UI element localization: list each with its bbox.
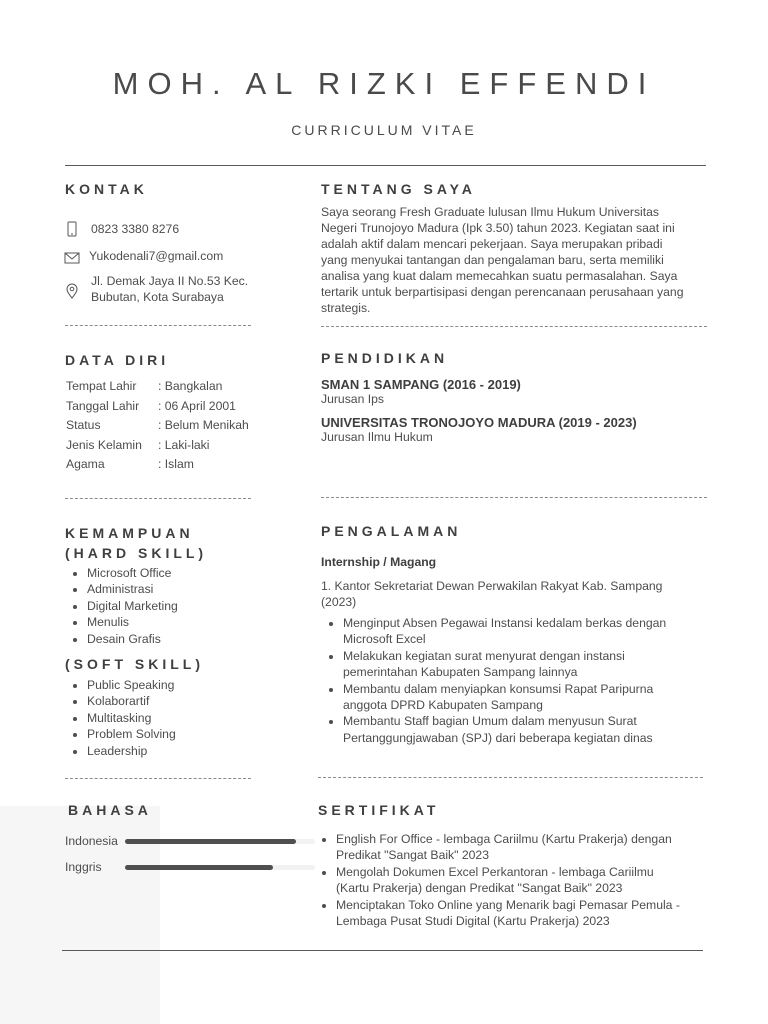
- list-item: • Desain Grafis: [87, 631, 178, 647]
- hard-skill-list: [65, 565, 178, 647]
- pengalaman-entry: [321, 578, 711, 610]
- data-diri-label: Tanggal Lahir: [66, 398, 140, 413]
- data-diri-table: [66, 377, 249, 475]
- data-diri-row: [66, 377, 249, 397]
- data-diri-label: Status: [66, 418, 101, 433]
- school-name: SMAN 1 SAMPANG (2016 - 2019): [321, 377, 521, 392]
- list-item: • Problem Solving: [87, 726, 176, 742]
- address-line-2: Bubutan, Kota Surabaya: [91, 290, 224, 304]
- list-item: [343, 615, 718, 648]
- data-diri-row: [66, 436, 249, 456]
- bullet-line: Menciptakan Toko Online yang Menarik bagi Pemasar Pemula -: [336, 897, 680, 912]
- list-item: [336, 831, 731, 864]
- tentang-paragraph: [321, 204, 711, 316]
- bullet-line: Membantu dalam menyiapkan konsumsi Rapat Paripurna: [343, 681, 654, 696]
- bullet-line: (Kartu Prakerja) dengan Predikat "Sangat Baik" 2023: [336, 881, 623, 896]
- pendidikan-title: PENDIDIKAN: [321, 350, 449, 366]
- list-item: • Menulis: [87, 614, 178, 630]
- list-item: • Kolaborartif: [87, 693, 176, 709]
- data-diri-label: Agama: [66, 457, 105, 472]
- data-diri-value: : 06 April 2001: [158, 398, 236, 413]
- address-line-1: Jl. Demak Jaya II No.53 Kec.: [91, 274, 249, 288]
- data-diri-value: : Laki-laki: [158, 437, 210, 452]
- location-pin-icon: [64, 283, 80, 299]
- language-name: Inggris: [65, 860, 102, 874]
- email-address: Yukodenali7@gmail.com: [89, 249, 224, 263]
- list-item: [336, 864, 731, 897]
- bullet-line: Mengolah Dokumen Excel Perkantoran - lembaga Cariilmu: [336, 864, 654, 879]
- data-diri-label: Jenis Kelamin: [66, 437, 142, 452]
- bullet-line: Membantu Staff bagian Umum dalam menyusun Surat: [343, 714, 637, 729]
- kontak-divider: [65, 325, 251, 326]
- language-name: Indonesia: [65, 834, 118, 848]
- data-diri-row: [66, 455, 249, 475]
- bullet-line: Pertanggungjawaban (SPJ) dari beberapa kegiatan dinas: [343, 730, 653, 745]
- bahasa-title: BAHASA: [68, 802, 152, 818]
- bullet-line: English For Office - lembaga Cariilmu (Kartu Prakerja) dengan: [336, 832, 672, 846]
- data-diri-value: : Islam: [158, 457, 194, 472]
- list-item: • Public Speaking: [87, 677, 176, 693]
- tentang-line: yang menyukai tantangan dan pengalaman baru, serta memiliki: [321, 253, 664, 267]
- tentang-line: adalah aktif dalam mencari pekerjaan. Saya merupakan pribadi: [321, 237, 663, 251]
- tentang-line: analisa yang kuat dalam memecahkan suatu permasalahan. Saya: [321, 269, 678, 283]
- kemampuan-title-line: KEMAMPUAN: [65, 525, 194, 541]
- kontak-title: KONTAK: [65, 181, 148, 197]
- bullet-line: Menginput Absen Pegawai Instansi kedalam berkas dengan: [343, 616, 667, 630]
- data-diri-divider: [65, 498, 251, 499]
- address: [91, 273, 248, 305]
- kemampuan-title: [65, 523, 207, 563]
- kemampuan-divider: [65, 778, 251, 779]
- soft-skill-title: (SOFT SKILL): [65, 656, 204, 672]
- tentang-divider: [321, 326, 707, 327]
- list-item: [343, 713, 718, 746]
- list-item: • Multitasking: [87, 710, 176, 726]
- resume-subtitle: CURRICULUM VITAE: [291, 122, 477, 138]
- bullet-line: Lembaga Pusat Studi Digital (Kartu Prakerja) 2023: [336, 914, 610, 929]
- sertifikat-list: [314, 831, 731, 929]
- list-item: [336, 897, 731, 930]
- tentang-line: Saya seorang Fresh Graduate lulusan Ilmu Hukum Universitas: [321, 205, 660, 219]
- pengalaman-bullets: [321, 615, 718, 746]
- data-diri-value: : Belum Menikah: [158, 418, 249, 433]
- phone-number: 0823 3380 8276: [91, 222, 180, 236]
- bullet-line: Microsoft Excel: [343, 632, 426, 647]
- tentang-title: TENTANG SAYA: [321, 181, 476, 197]
- school-major: Jurusan Ips: [321, 392, 385, 406]
- sertifikat-title: SERTIFIKAT: [318, 802, 440, 818]
- bullet-line: Predikat "Sangat Baik" 2023: [336, 848, 489, 863]
- footer-divider: [62, 950, 703, 951]
- data-diri-title: DATA DIRI: [65, 352, 170, 368]
- tentang-line: Negeri Trunojoyo Madura (Ipk 3.50) tahun 2023. Kegiatan saat ini: [321, 221, 675, 235]
- language-level-bar: [125, 865, 315, 870]
- tentang-line: tertarik untuk berpartisipasi dengan perencanaan perusahaan yang: [321, 285, 684, 299]
- pengalaman-title: PENGALAMAN: [321, 523, 462, 539]
- mail-icon: [64, 250, 80, 266]
- list-item: • Microsoft Office: [87, 565, 178, 581]
- language-level-fill: [125, 839, 296, 844]
- phone-icon: [64, 221, 80, 237]
- pengalaman-entry-line: (2023): [321, 595, 357, 609]
- pengalaman-subtitle: Internship / Magang: [321, 555, 437, 569]
- language-level-fill: [125, 865, 273, 870]
- list-item: • Administrasi: [87, 581, 178, 597]
- bullet-line: pemerintahan Kabupaten Sampang lainnya: [343, 665, 578, 680]
- data-diri-row: [66, 416, 249, 436]
- school-name: UNIVERSITAS TRONOJOYO MADURA (2019 - 2023): [321, 415, 637, 430]
- pengalaman-entry-line: 1. Kantor Sekretariat Dewan Perwakilan Rakyat Kab. Sampang: [321, 579, 663, 593]
- soft-skill-list: [65, 677, 176, 759]
- bullet-line: Melakukan kegiatan surat menyurat dengan instansi: [343, 648, 625, 663]
- data-diri-label: Tempat Lahir: [66, 379, 137, 393]
- pengalaman-divider: [318, 777, 703, 778]
- school-major: Jurusan Ilmu Hukum: [321, 430, 433, 444]
- pendidikan-list: [321, 377, 711, 444]
- header-divider: [65, 165, 706, 166]
- hard-skill-title: (HARD SKILL): [65, 545, 208, 561]
- pendidikan-divider: [321, 497, 707, 498]
- list-item: [343, 648, 718, 681]
- data-diri-row: [66, 397, 249, 417]
- resume-name: MOH. AL RIZKI EFFENDI: [112, 66, 656, 101]
- data-diri-value: : Bangkalan: [158, 379, 223, 393]
- tentang-line: strategis.: [321, 301, 371, 315]
- list-item: • Leadership: [87, 743, 176, 759]
- language-level-bar: [125, 839, 315, 844]
- bullet-line: anggota DPRD Kabupaten Sampang: [343, 698, 543, 713]
- list-item: • Digital Marketing: [87, 598, 178, 614]
- list-item: [343, 681, 718, 714]
